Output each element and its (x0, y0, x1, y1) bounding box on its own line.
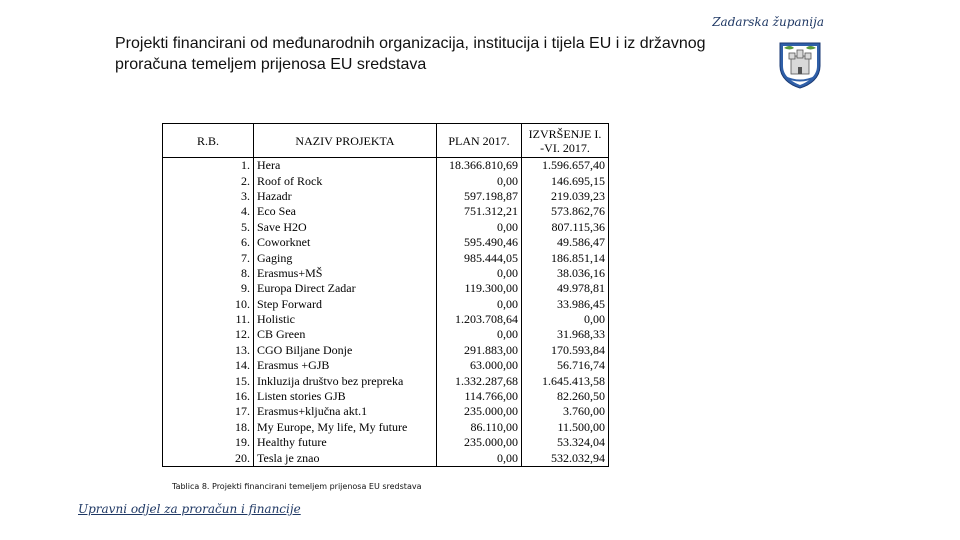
cell-rb: 16. (163, 389, 254, 404)
cell-plan: 119.300,00 (437, 281, 522, 296)
table-row (163, 189, 609, 204)
cell-izvrsenje: 56.716,74 (522, 358, 609, 373)
cell-plan: 985.444,05 (437, 250, 522, 265)
cell-plan: 114.766,00 (437, 389, 522, 404)
cell-project-name: Erasmus +GJB (254, 358, 437, 373)
cell-project-name: Europa Direct Zadar (254, 281, 437, 296)
cell-project-name: Roof of Rock (254, 173, 437, 188)
cell-rb: 19. (163, 435, 254, 450)
table-row (163, 435, 609, 450)
projects-table (162, 123, 609, 467)
cell-project-name: Save H2O (254, 220, 437, 235)
cell-rb: 4. (163, 204, 254, 219)
cell-project-name: Inkluzija društvo bez prepreka (254, 373, 437, 388)
table-row (163, 250, 609, 265)
cell-plan: 291.883,00 (437, 343, 522, 358)
column-header-izvrsenje (522, 124, 609, 158)
cell-rb: 1. (163, 158, 254, 174)
table-row (163, 158, 609, 174)
cell-plan: 86.110,00 (437, 420, 522, 435)
cell-rb: 3. (163, 189, 254, 204)
cell-project-name: Holistic (254, 312, 437, 327)
department-footer: Upravni odjel za proračun i financije (78, 502, 301, 516)
column-header-izvrsenje-line1: IZVRŠENJE I. (528, 126, 602, 141)
table-row (163, 266, 609, 281)
cell-plan: 751.312,21 (437, 204, 522, 219)
cell-project-name: Gaging (254, 250, 437, 265)
cell-rb: 2. (163, 173, 254, 188)
cell-rb: 8. (163, 266, 254, 281)
cell-plan: 0,00 (437, 220, 522, 235)
cell-project-name: CB Green (254, 327, 437, 342)
cell-izvrsenje: 532.032,94 (522, 450, 609, 466)
table-row (163, 204, 609, 219)
cell-izvrsenje: 146.695,15 (522, 173, 609, 188)
cell-project-name: CGO Biljane Donje (254, 343, 437, 358)
cell-plan: 0,00 (437, 266, 522, 281)
cell-rb: 11. (163, 312, 254, 327)
cell-rb: 20. (163, 450, 254, 466)
cell-project-name: My Europe, My life, My future (254, 420, 437, 435)
cell-project-name: Tesla je znao (254, 450, 437, 466)
table-row (163, 281, 609, 296)
cell-plan: 595.490,46 (437, 235, 522, 250)
cell-project-name: Hazadr (254, 189, 437, 204)
column-header-name: NAZIV PROJEKTA (254, 124, 437, 158)
cell-rb: 18. (163, 420, 254, 435)
table-row (163, 420, 609, 435)
cell-plan: 0,00 (437, 450, 522, 466)
cell-izvrsenje: 1.645.413,58 (522, 373, 609, 388)
cell-rb: 12. (163, 327, 254, 342)
cell-plan: 597.198,87 (437, 189, 522, 204)
cell-plan: 235.000,00 (437, 435, 522, 450)
cell-project-name: Listen stories GJB (254, 389, 437, 404)
cell-rb: 13. (163, 343, 254, 358)
county-name: Zadarska županija (712, 15, 824, 29)
column-header-izvrsenje-line2: -VI. 2017. (540, 140, 590, 155)
table-row (163, 358, 609, 373)
cell-plan: 0,00 (437, 173, 522, 188)
cell-project-name: Coworknet (254, 235, 437, 250)
cell-izvrsenje: 49.978,81 (522, 281, 609, 296)
cell-izvrsenje: 219.039,23 (522, 189, 609, 204)
table-header-row (163, 124, 609, 158)
cell-izvrsenje: 53.324,04 (522, 435, 609, 450)
cell-project-name: Erasmus+ključna akt.1 (254, 404, 437, 419)
cell-project-name: Eco Sea (254, 204, 437, 219)
cell-izvrsenje: 11.500,00 (522, 420, 609, 435)
table-row (163, 235, 609, 250)
column-header-rb: R.B. (163, 124, 254, 158)
cell-plan: 0,00 (437, 327, 522, 342)
cell-plan: 0,00 (437, 297, 522, 312)
cell-rb: 9. (163, 281, 254, 296)
cell-rb: 5. (163, 220, 254, 235)
table-row (163, 373, 609, 388)
cell-izvrsenje: 807.115,36 (522, 220, 609, 235)
cell-rb: 14. (163, 358, 254, 373)
table-row (163, 173, 609, 188)
cell-izvrsenje: 33.986,45 (522, 297, 609, 312)
table-row (163, 389, 609, 404)
cell-project-name: Healthy future (254, 435, 437, 450)
table-row (163, 343, 609, 358)
cell-rb: 7. (163, 250, 254, 265)
cell-izvrsenje: 186.851,14 (522, 250, 609, 265)
cell-izvrsenje: 49.586,47 (522, 235, 609, 250)
cell-plan: 1.203.708,64 (437, 312, 522, 327)
table-row (163, 450, 609, 466)
table-row (163, 220, 609, 235)
cell-izvrsenje: 573.862,76 (522, 204, 609, 219)
column-header-plan: PLAN 2017. (437, 124, 522, 158)
cell-izvrsenje: 170.593,84 (522, 343, 609, 358)
cell-project-name: Step Forward (254, 297, 437, 312)
county-coat-of-arms-icon (776, 40, 824, 90)
table-row (163, 327, 609, 342)
page-title: Projekti financirani od međunarodnih organizacija, institucija i tijela EU i iz državnog proračuna temeljem prijenosa EU sredstava (115, 35, 706, 73)
table-caption: Tablica 8. Projekti financirani temeljem prijenosa EU sredstava (172, 482, 422, 491)
cell-plan: 1.332.287,68 (437, 373, 522, 388)
cell-plan: 63.000,00 (437, 358, 522, 373)
cell-izvrsenje: 0,00 (522, 312, 609, 327)
table-row (163, 404, 609, 419)
cell-izvrsenje: 3.760,00 (522, 404, 609, 419)
cell-project-name: Erasmus+MŠ (254, 266, 437, 281)
cell-plan: 235.000,00 (437, 404, 522, 419)
cell-izvrsenje: 82.260,50 (522, 389, 609, 404)
cell-izvrsenje: 1.596.657,40 (522, 158, 609, 174)
table-row (163, 312, 609, 327)
cell-rb: 17. (163, 404, 254, 419)
cell-plan: 18.366.810,69 (437, 158, 522, 174)
cell-rb: 15. (163, 373, 254, 388)
cell-project-name: Hera (254, 158, 437, 174)
cell-izvrsenje: 31.968,33 (522, 327, 609, 342)
table-row (163, 297, 609, 312)
cell-rb: 10. (163, 297, 254, 312)
cell-rb: 6. (163, 235, 254, 250)
cell-izvrsenje: 38.036,16 (522, 266, 609, 281)
